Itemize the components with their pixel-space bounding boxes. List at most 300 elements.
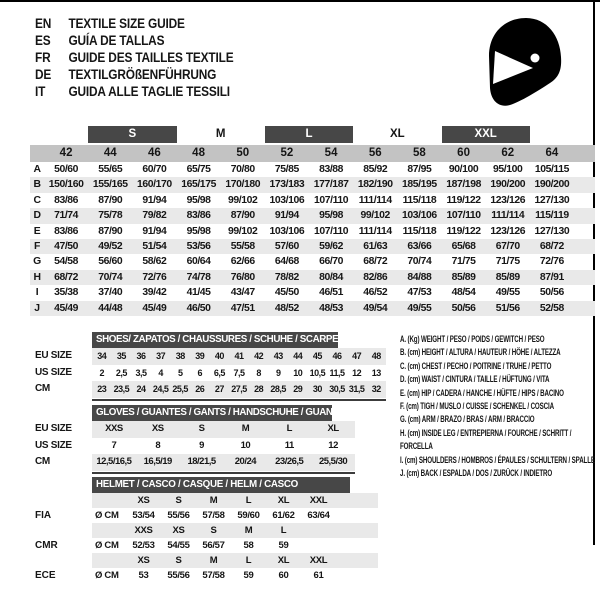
legend-item: A. (Kg) WEIGHT / PESO / POIDS / GEWITCH / PESO bbox=[400, 334, 545, 344]
measurement-value: 170/180 bbox=[225, 179, 261, 191]
measurement-value: 115/118 bbox=[402, 194, 437, 206]
row-letter: E bbox=[33, 225, 41, 237]
cell-value: 24,5 bbox=[152, 384, 169, 394]
language-title: GUIDA ALLE TAGLIE TESSILI bbox=[68, 84, 230, 99]
cell-value: 20/24 bbox=[234, 456, 257, 467]
measurement-value: 63/66 bbox=[407, 240, 432, 252]
legend-item: F. (cm) TIGH / MUSLO / CUISSE / SCHENKEL / COSCIA bbox=[400, 401, 554, 412]
measurement-value: 48/54 bbox=[451, 287, 476, 299]
measurement-value: 46/52 bbox=[363, 287, 388, 299]
measurement-value: 47/50 bbox=[54, 240, 79, 252]
cell-value: 42 bbox=[254, 351, 264, 361]
measurement-value: 50/60 bbox=[54, 164, 79, 175]
row-label-spacer bbox=[30, 332, 92, 348]
measurement-value: 75/85 bbox=[274, 164, 299, 175]
measurement-value: 173/183 bbox=[269, 179, 305, 191]
helmet-value: 63/64 bbox=[307, 509, 330, 521]
cell-value: 40 bbox=[214, 351, 224, 361]
measurement-value: 49/55 bbox=[407, 302, 432, 314]
racing-helmet-icon bbox=[486, 14, 565, 107]
language-title-row bbox=[35, 83, 233, 100]
size-label: 60 bbox=[457, 147, 470, 159]
cell-value: XXS bbox=[105, 423, 123, 434]
measurement-value: 74/78 bbox=[186, 271, 211, 283]
measurement-value: 35/38 bbox=[54, 287, 79, 299]
measurement-value: 127/130 bbox=[534, 194, 570, 206]
measurement-value: 99/102 bbox=[228, 225, 258, 237]
row-label-spacer bbox=[30, 405, 92, 421]
measurement-value: 60/70 bbox=[142, 164, 167, 175]
measurement-value: 68/72 bbox=[539, 240, 564, 252]
measurement-value: 123/126 bbox=[490, 225, 526, 237]
measurement-value: 45/49 bbox=[54, 302, 79, 314]
measurement-value: 72/76 bbox=[539, 256, 564, 268]
helmet-value: 61 bbox=[313, 569, 324, 581]
measurement-value: 82/86 bbox=[363, 271, 388, 283]
table-header-row bbox=[30, 477, 378, 493]
size-group-xxl: XXL bbox=[442, 126, 530, 143]
measurement-value: 99/102 bbox=[360, 210, 390, 222]
measurement-row bbox=[30, 193, 595, 208]
size-label: 54 bbox=[324, 147, 338, 159]
language-title-row bbox=[35, 66, 233, 83]
measurement-value: 47/51 bbox=[230, 302, 255, 314]
helmet-table bbox=[30, 477, 378, 583]
table-header-row bbox=[30, 405, 355, 421]
measurement-value: 190/200 bbox=[534, 179, 570, 191]
helmet-value: 54/55 bbox=[167, 539, 190, 551]
legend-item: B. (cm) HEIGHT / ALTURA / HAUTEUR / HÖHE / ALTEZZA bbox=[400, 347, 561, 358]
size-label: 64 bbox=[545, 147, 559, 159]
cell-value: 27 bbox=[214, 384, 224, 394]
cell-value: 6 bbox=[197, 367, 203, 378]
diameter-spacer bbox=[92, 553, 126, 568]
helmet-size-label: M bbox=[209, 554, 218, 566]
measurement-value: 95/100 bbox=[493, 164, 523, 175]
cell-value: 23,5 bbox=[113, 384, 130, 394]
row-label: EU SIZE bbox=[35, 350, 72, 361]
value-band bbox=[92, 348, 386, 365]
row-label: US SIZE bbox=[35, 439, 72, 451]
diameter-label: Ø CM bbox=[95, 509, 119, 521]
cell-value: 12,5/16,5 bbox=[96, 456, 132, 467]
measurement-value: 71/75 bbox=[451, 256, 476, 268]
measurement-value: 107/110 bbox=[313, 194, 349, 206]
measurement-value: 127/130 bbox=[534, 225, 570, 237]
helmet-sizes-row bbox=[30, 523, 378, 538]
helmet-value: 56/57 bbox=[202, 539, 225, 551]
size-label: 42 bbox=[59, 147, 73, 159]
size-group-s: S bbox=[88, 126, 176, 143]
cell-value: XS bbox=[151, 423, 164, 434]
language-code: IT bbox=[35, 84, 46, 99]
language-code: ES bbox=[35, 33, 51, 48]
measurement-value: 72/76 bbox=[142, 271, 167, 283]
measurement-value: 59/62 bbox=[319, 240, 344, 252]
measurement-value: 103/106 bbox=[269, 225, 305, 237]
table-row bbox=[30, 348, 386, 365]
size-label: 44 bbox=[103, 147, 117, 159]
legend-item: C. (cm) CHEST / PECHO / POITRINE / TRUHE / PETTO bbox=[400, 360, 552, 371]
measurement-value: 111/114 bbox=[491, 210, 525, 222]
language-title: GUÍA DE TALLAS bbox=[68, 33, 165, 48]
helmet-size-label: XL bbox=[277, 494, 290, 506]
language-code: DE bbox=[35, 67, 52, 82]
measurement-value: 49/52 bbox=[98, 240, 123, 252]
helmet-value: 61/62 bbox=[272, 509, 295, 521]
measurement-value: 84/88 bbox=[407, 271, 432, 283]
helmet-size-label: L bbox=[245, 494, 252, 506]
measurement-row bbox=[30, 162, 595, 177]
measurement-row bbox=[30, 239, 595, 254]
measurement-value: 47/53 bbox=[407, 287, 432, 299]
cell-value: 11,5 bbox=[329, 367, 345, 378]
row-label-spacer bbox=[30, 477, 92, 493]
helmet-value: 57/58 bbox=[202, 569, 225, 581]
table-header: SHOES/ ZAPATOS / CHAUSSURES / SCHUHE / SCARPE bbox=[92, 332, 338, 348]
helmet-value: 53/54 bbox=[132, 509, 155, 521]
measurement-value: 115/118 bbox=[402, 225, 437, 237]
shoes-table bbox=[30, 332, 386, 401]
cell-value: 31,5 bbox=[348, 384, 365, 394]
helmet-value: 55/56 bbox=[167, 569, 190, 581]
cell-value: 46 bbox=[332, 351, 342, 361]
cell-value: L bbox=[286, 423, 292, 434]
cell-value: 36 bbox=[136, 351, 146, 361]
measurement-value: 91/94 bbox=[142, 225, 167, 237]
cell-value: 7 bbox=[111, 439, 117, 451]
legend-list bbox=[400, 333, 597, 480]
size-group-m: M bbox=[215, 128, 226, 140]
cell-value: M bbox=[241, 423, 250, 434]
measurement-value: 85/89 bbox=[495, 271, 520, 283]
size-label: 56 bbox=[368, 147, 382, 159]
measurement-value: 56/60 bbox=[98, 256, 123, 268]
measurement-value: 190/200 bbox=[490, 179, 526, 191]
measurement-value: 70/80 bbox=[230, 164, 255, 175]
measurement-value: 71/74 bbox=[54, 210, 79, 222]
cell-value: 28 bbox=[254, 384, 264, 394]
measurement-value: 66/70 bbox=[319, 256, 344, 268]
language-code: FR bbox=[35, 50, 51, 65]
helmet-size-label: M bbox=[209, 494, 218, 506]
cell-value: XL bbox=[327, 423, 339, 434]
cell-value: 18/21,5 bbox=[187, 456, 216, 467]
size-label: 52 bbox=[280, 147, 294, 159]
measurement-value: 51/54 bbox=[142, 240, 167, 252]
measurement-value: 83/86 bbox=[54, 225, 79, 237]
helmet-value: 59/60 bbox=[237, 509, 260, 521]
measurement-value: 119/122 bbox=[446, 194, 481, 206]
measurement-value: 68/72 bbox=[363, 256, 388, 268]
row-label-spacer bbox=[30, 553, 92, 568]
measurement-value: 185/195 bbox=[402, 179, 437, 191]
measurement-value: 53/56 bbox=[186, 240, 211, 252]
cell-value: 47 bbox=[352, 351, 362, 361]
top-border-line bbox=[0, 0, 600, 2]
measurement-row bbox=[30, 301, 595, 316]
cell-value: 23 bbox=[97, 384, 107, 394]
table-row bbox=[30, 365, 386, 382]
cell-value: 10 bbox=[293, 367, 303, 378]
diameter-label: Ø CM bbox=[95, 569, 119, 581]
measurement-value: 50/56 bbox=[539, 287, 564, 299]
language-code: EN bbox=[35, 16, 52, 31]
measurement-value: 177/187 bbox=[313, 179, 349, 191]
legend-item: E. (cm) HIP / CADERA / HANCHE / HÜFTE / HIPS / BACINO bbox=[400, 387, 564, 398]
measurement-value: 75/78 bbox=[98, 210, 123, 222]
language-title-row bbox=[35, 49, 233, 66]
row-letter: F bbox=[34, 240, 40, 252]
helmet-values-row bbox=[30, 568, 378, 583]
measurement-value: 103/106 bbox=[402, 210, 437, 222]
measurement-value: 67/70 bbox=[495, 240, 520, 252]
size-group-l: L bbox=[265, 126, 353, 143]
measurement-value: 71/75 bbox=[495, 256, 520, 268]
table-header: HELMET / CASCO / CASQUE / HELM / CASCO bbox=[92, 477, 350, 493]
size-band bbox=[92, 553, 378, 568]
measurement-value: 160/170 bbox=[137, 179, 172, 191]
legend-item: D. (cm) WAIST / CINTURA / TAILLE / HÜFTUNG / VITA bbox=[400, 374, 550, 385]
measurement-row bbox=[30, 270, 595, 285]
measurement-row bbox=[30, 254, 595, 269]
cell-value: 30 bbox=[312, 384, 322, 394]
measurement-value: 68/72 bbox=[54, 271, 79, 283]
cell-value: 38 bbox=[175, 351, 185, 361]
measurement-value: 119/122 bbox=[446, 225, 481, 237]
cell-value: 32 bbox=[371, 384, 381, 394]
measurement-row bbox=[30, 285, 595, 300]
helmet-size-label: S bbox=[175, 554, 182, 566]
measurement-value: 87/90 bbox=[98, 194, 123, 206]
helmet-value: 52/53 bbox=[132, 539, 155, 551]
measurement-value: 85/92 bbox=[363, 164, 388, 175]
legend-item: I. (cm) SHOULDERS / HOMBROS / ÉPAULES / SCHULTERN / SPALLE bbox=[400, 454, 595, 465]
size-label: 50 bbox=[236, 147, 250, 159]
measurement-value: 150/160 bbox=[48, 179, 84, 191]
table-header: GLOVES / GUANTES / GANTS / HANDSCHUHE / GUANTI bbox=[92, 405, 332, 421]
row-label-spacer bbox=[30, 493, 92, 508]
helmet-value: 59 bbox=[278, 539, 289, 551]
measurement-value: 43/47 bbox=[230, 287, 255, 299]
cell-value: 10 bbox=[240, 439, 251, 451]
measurement-value: 107/110 bbox=[313, 225, 349, 237]
value-band bbox=[92, 538, 378, 553]
measurement-value: 48/53 bbox=[319, 302, 344, 314]
measurement-value: 51/56 bbox=[495, 302, 520, 314]
cell-value: 48 bbox=[371, 351, 381, 361]
measurement-value: 107/110 bbox=[446, 210, 481, 222]
helmet-value: 57/58 bbox=[202, 509, 225, 521]
helmet-value: 60 bbox=[278, 569, 289, 581]
cell-value: 13 bbox=[371, 367, 381, 378]
measurement-value: 85/89 bbox=[451, 271, 476, 283]
cell-value: 7,5 bbox=[233, 367, 245, 378]
cell-value: 4 bbox=[158, 367, 163, 378]
row-letter: H bbox=[33, 271, 41, 283]
diameter-spacer bbox=[92, 523, 126, 538]
measurement-value: 46/50 bbox=[186, 302, 211, 314]
cell-value: 9 bbox=[199, 439, 204, 451]
value-band bbox=[92, 508, 378, 523]
cell-value: 16,5/19 bbox=[143, 456, 172, 467]
row-letter: G bbox=[33, 256, 41, 268]
row-letter: I bbox=[35, 287, 39, 299]
helmet-size-label: XS bbox=[137, 494, 150, 506]
measurement-value: 45/49 bbox=[142, 302, 167, 314]
legend-item: J. (cm) BACK / ESPALDA / DOS / ZURÜCK / INDIETRO bbox=[400, 468, 553, 479]
measurement-value: 111/114 bbox=[358, 225, 392, 237]
cell-value: 9 bbox=[275, 367, 281, 378]
measurement-value: 79/82 bbox=[142, 210, 167, 222]
size-group-row bbox=[30, 126, 595, 143]
measurement-value: 87/90 bbox=[98, 225, 123, 237]
size-band bbox=[92, 523, 378, 538]
measurement-value: 90/100 bbox=[448, 164, 479, 175]
measurement-value: 95/98 bbox=[186, 225, 211, 237]
measurement-value: 54/58 bbox=[54, 256, 79, 268]
standard-label: CMR bbox=[35, 539, 58, 551]
standard-label: ECE bbox=[35, 569, 56, 581]
cell-value: 37 bbox=[156, 351, 166, 361]
row-label: CM bbox=[35, 456, 50, 467]
value-band bbox=[92, 365, 386, 382]
measurement-value: 60/64 bbox=[186, 256, 211, 268]
cell-value: 25,5 bbox=[172, 384, 188, 394]
cell-value: 28,5 bbox=[270, 384, 286, 394]
table-separator-line bbox=[92, 399, 386, 401]
measurement-value: 62/66 bbox=[230, 256, 255, 268]
language-title-row bbox=[35, 15, 233, 32]
cell-value: 12 bbox=[328, 439, 338, 451]
legend-item: H. (cm) INSIDE LEG / ENTREPIERNA / FOURCHE / SCHRITT / FORCELLA bbox=[400, 427, 572, 452]
measurement-value: 91/94 bbox=[274, 210, 299, 222]
cell-value: 23/26,5 bbox=[275, 456, 304, 467]
cell-value: 35 bbox=[116, 351, 126, 361]
cell-value: 29 bbox=[293, 384, 303, 394]
size-number-row bbox=[30, 145, 595, 162]
measurement-value: 70/74 bbox=[407, 256, 432, 268]
helmet-size-label: M bbox=[244, 524, 253, 536]
measurement-value: 87/90 bbox=[230, 210, 255, 222]
cell-value: 2 bbox=[99, 367, 105, 378]
measurement-value: 70/74 bbox=[98, 271, 123, 283]
helmet-size-label: XS bbox=[137, 554, 150, 566]
language-title-list bbox=[35, 15, 233, 100]
measurement-value: 46/51 bbox=[319, 287, 344, 299]
language-title: TEXTILE SIZE GUIDE bbox=[68, 16, 185, 31]
table-row bbox=[30, 438, 355, 455]
cell-value: 11 bbox=[284, 439, 294, 451]
measurement-value: 48/52 bbox=[274, 302, 299, 314]
measurement-value: 76/80 bbox=[230, 271, 255, 283]
helmet-size-label: L bbox=[280, 524, 287, 536]
measurement-value: 80/84 bbox=[319, 271, 344, 283]
value-band bbox=[92, 381, 386, 398]
measurement-value: 99/102 bbox=[228, 194, 258, 206]
measurement-value: 83/86 bbox=[186, 210, 211, 222]
cell-value: 24 bbox=[136, 384, 146, 394]
measurement-value: 155/165 bbox=[92, 179, 128, 191]
value-band bbox=[92, 421, 355, 438]
measurement-value: 49/54 bbox=[363, 302, 388, 314]
helmet-value: 58 bbox=[243, 539, 254, 551]
cell-value: 44 bbox=[293, 351, 303, 361]
gloves-table bbox=[30, 405, 355, 474]
helmet-size-label: XXL bbox=[309, 494, 328, 506]
size-row-corner bbox=[30, 145, 44, 162]
measurement-value: 52/58 bbox=[539, 302, 564, 314]
diameter-spacer bbox=[92, 493, 126, 508]
measurement-value: 103/106 bbox=[269, 194, 305, 206]
table-separator-line bbox=[92, 472, 355, 474]
helmet-value: 53 bbox=[138, 569, 149, 581]
helmet-size-label: S bbox=[210, 524, 217, 536]
size-label: 48 bbox=[192, 147, 205, 159]
value-band bbox=[92, 568, 378, 583]
measurement-value: 37/40 bbox=[98, 287, 123, 299]
cell-value: S bbox=[198, 423, 205, 434]
measurement-value: 105/115 bbox=[534, 164, 569, 175]
measurement-value: 64/68 bbox=[274, 256, 299, 268]
measurement-value: 44/48 bbox=[98, 302, 123, 314]
table-header-row bbox=[30, 332, 386, 348]
measurement-value: 182/190 bbox=[357, 179, 393, 191]
measurement-row bbox=[30, 224, 595, 239]
cell-value: 8 bbox=[155, 439, 161, 451]
language-title: TEXTILGRÖßENFÜHRUNG bbox=[68, 67, 217, 82]
measurement-value: 57/60 bbox=[274, 240, 299, 252]
measurement-value: 95/98 bbox=[319, 210, 344, 222]
row-label: EU SIZE bbox=[35, 423, 72, 434]
value-band bbox=[92, 454, 355, 471]
helmet-size-label: XS bbox=[172, 524, 185, 536]
helmet-size-label: S bbox=[175, 494, 182, 506]
size-band bbox=[92, 493, 378, 508]
measurement-value: 55/65 bbox=[98, 164, 123, 175]
measurement-value: 83/88 bbox=[319, 164, 344, 175]
measurement-value: 61/63 bbox=[363, 240, 388, 252]
measurement-value: 187/198 bbox=[446, 179, 481, 191]
measurement-value: 95/98 bbox=[186, 194, 211, 206]
cell-value: 3,5 bbox=[135, 367, 147, 378]
cell-value: 45 bbox=[312, 351, 322, 361]
measurement-value: 78/82 bbox=[274, 271, 299, 283]
helmet-sizes-row bbox=[30, 493, 378, 508]
cell-value: 34 bbox=[97, 351, 107, 361]
measurement-value: 39/42 bbox=[142, 287, 167, 299]
measurement-value: 91/94 bbox=[142, 194, 167, 206]
row-letter: J bbox=[34, 302, 40, 314]
measurement-value: 49/55 bbox=[495, 287, 520, 299]
cell-value: 8 bbox=[256, 367, 261, 378]
language-title-row bbox=[35, 32, 233, 49]
measurement-value: 50/56 bbox=[451, 302, 476, 314]
measurement-value: 65/75 bbox=[186, 164, 211, 175]
helmet-values-row bbox=[30, 508, 378, 523]
row-letter: B bbox=[33, 179, 41, 191]
main-table-body bbox=[30, 162, 595, 316]
measurement-value: 87/95 bbox=[407, 164, 432, 175]
cell-value: 5 bbox=[177, 367, 183, 378]
row-label-spacer bbox=[30, 523, 92, 538]
measurement-value: 45/50 bbox=[274, 287, 299, 299]
measurement-value: 58/62 bbox=[142, 256, 167, 268]
table-row bbox=[30, 454, 355, 471]
cell-value: 6,5 bbox=[213, 367, 225, 378]
measurement-value: 87/91 bbox=[539, 271, 564, 283]
size-label: 62 bbox=[501, 147, 515, 159]
